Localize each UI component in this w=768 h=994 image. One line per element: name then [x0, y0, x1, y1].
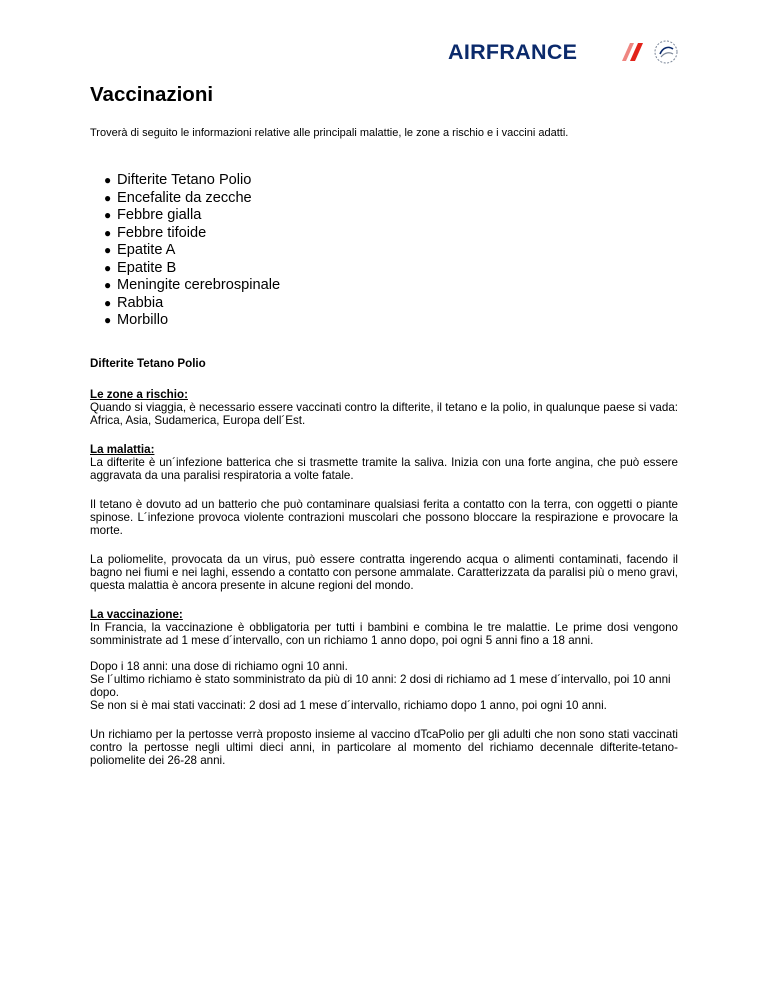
vaccine-paragraph: In Francia, la vaccinazione è obbligatoria per tutti i bambini e combina le tre malattie. Le prime dosi vengono somministrate ad 1 mese d´intervallo, con un richiamo 1 anno dopo, poi ogni 5 anni fino a 18 anni. — [90, 621, 678, 647]
vaccine-after18: Dopo i 18 anni: una dose di richiamo ogni 10 anni. — [90, 660, 348, 673]
disease-heading: La malattia: — [90, 443, 155, 456]
risk-heading: Le zone a rischio: — [90, 388, 188, 401]
bullet-icon: ● — [104, 260, 112, 275]
vaccine-heading: La vaccinazione: — [90, 608, 183, 621]
risk-paragraph: Quando si viaggia, è necessario essere vaccinati contro la difterite, il tetano e la polio, in qualunque paese si vada: Africa, Asia, Sudamerica, Europa dell´Est. — [90, 401, 678, 427]
disease-paragraph: La difterite è un´infezione batterica che si trasmette tramite la saliva. Inizia con una forte angina, che può essere aggravata da una paralisi respiratoria a volte fatale. — [90, 456, 678, 482]
page-title: Vaccinazioni — [90, 83, 214, 106]
polio-paragraph: La poliomelite, provocata da un virus, può essere contratta ingerendo acqua o alimenti contaminati, facendo il bagno nei fiumi e nei laghi, essendo a contatto con persone ammalate. Caratterizzata da paralisi più o meno gravi, questa malattia è ancora presente in alcune regioni del mondo. — [90, 553, 678, 592]
bullet-icon: ● — [104, 243, 112, 257]
skyteam-seal-icon — [652, 38, 680, 66]
section-title: Difterite Tetano Polio — [90, 357, 206, 370]
document-page: AIRFRANCE Vaccinazioni Troverà di seguito le informazioni relative alle principali malattie, le zone a rischio e i vaccini adatti. ● Difterite Tetano Polio ● Encefalite da zecche ● Febbre gialla ● Febbre tifoide ● Epatite A ● Epatite B ● Meningite cerebrospinale ● Rabbia ● Morbillo Difterite Tetano Polio Le zone a rischio: Quando si viaggia, è necessario essere vaccinati contro la difterite, il tetano e la polio, in qualunque paese si vada: Africa, Asia, Sudamerica, Europa dell´Est. La malattia: La difterite è un´infezione batterica che si trasmette tramite la saliva. Inizia con una forte angina, che può essere aggravata da una paralisi respiratoria a volte fatale. Il tetano è dovuto ad un batterio che può contaminare qualsiasi ferita a contatto con la terra, con oggetti o piante spinose. L´infezione provoca violente contrazioni muscolari che possono bloccare la respirazione e provocare la morte. La poliomelite, provocata da un virus, può essere contratta ingerendo acqua o alimenti contaminati, facendo il bagno nei fiumi e nei laghi, essendo a contatto con persone ammalate. Caratterizzata da paralisi più o meno gravi, questa malattia è ancora presente in alcune regioni del mondo. La vaccinazione: In Francia, la vaccinazione è obbligatoria per tutti i bambini e combina le tre malattie. Le prime dosi vengono somministrate ad 1 mese d´intervallo, con un richiamo 1 anno dopo, poi ogni 5 anni fino a 18 anni. Dopo i 18 anni: una dose di richiamo ogni 10 anni. Se l´ultimo richiamo è stato somministrato da più di 10 anni: 2 dosi di richiamo ad 1 mese d´intervallo, poi 10 anni dopo. Se non si è mai stati vaccinati: 2 dosi ad 1 mese d´intervallo, richiamo dopo 1 anno, poi ogni 10 anni. Un richiamo per la pertosse verrà proposto insieme al vaccino dTcaPolio per gli adulti che non sono stati vaccinati contro la pertosse negli ultimi dieci anni, in particolare al momento del richiamo decennale difterite-tetano-poliomelite dei 26-28 anni. — [0, 0, 768, 994]
bullet-icon: ● — [104, 190, 112, 205]
bullet-icon: ● — [104, 208, 112, 222]
bullet-icon: ● — [104, 295, 112, 310]
bullet-icon: ● — [104, 278, 112, 292]
intro-paragraph: Troverà di seguito le informazioni relative alle principali malattie, le zone a rischio e i vaccini adatti. — [90, 127, 569, 139]
vaccine-never: Se non si è mai stati vaccinati: 2 dosi ad 1 mese d´intervallo, richiamo dopo 1 anno, poi ogni 10 anni. — [90, 699, 607, 712]
bullet-icon: ● — [104, 173, 112, 187]
bullet-icon: ● — [104, 313, 112, 327]
pertussis-paragraph: Un richiamo per la pertosse verrà proposto insieme al vaccino dTcaPolio per gli adulti che non sono stati vaccinati contro la pertosse negli ultimi dieci anni, in particolare al momento del richiamo decennale difterite-tetano-poliomelite dei 26-28 anni. — [90, 728, 678, 767]
airfrance-logo — [448, 38, 688, 66]
logo-wordmark: AIRFRANCE — [448, 40, 578, 64]
logo-stripes-icon — [621, 41, 649, 63]
tetanus-paragraph: Il tetano è dovuto ad un batterio che può contaminare qualsiasi ferita a contatto con la terra, con oggetti o piante spinose. L´infezione provoca violente contrazioni muscolari che possono bloccare la respirazione e provocare la morte. — [90, 498, 678, 537]
vaccine-last-dose: Se l´ultimo richiamo è stato somministrato da più di 10 anni: 2 dosi di richiamo ad 1 mese d´intervallo, poi 10 anni dopo. — [90, 673, 671, 699]
bullet-icon: ● — [104, 225, 112, 240]
